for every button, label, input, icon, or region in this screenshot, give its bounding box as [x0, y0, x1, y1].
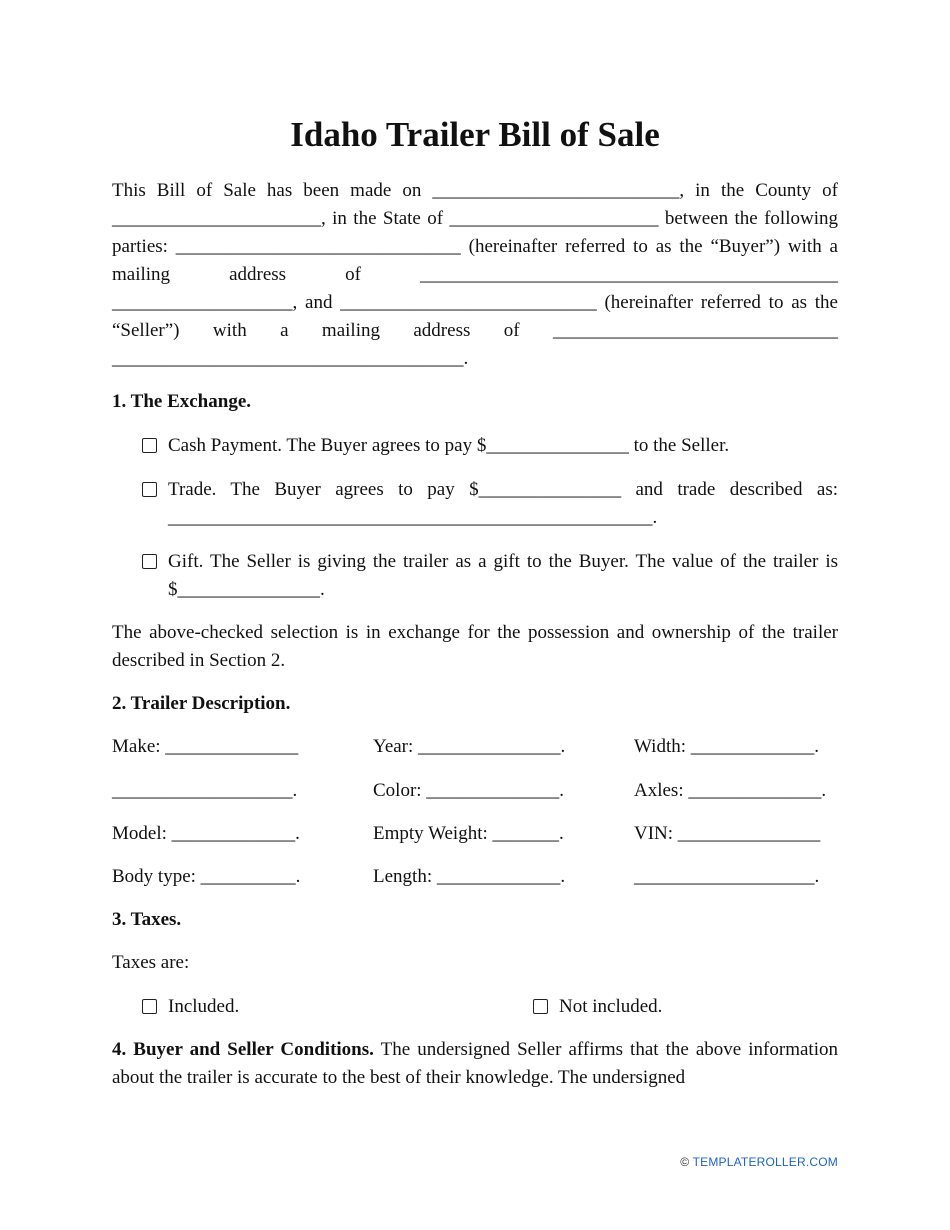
trade-checkbox[interactable] — [142, 482, 157, 497]
taxes-included-text: Included. — [168, 996, 240, 1017]
taxes-not-included-text: Not included. — [559, 996, 663, 1017]
section-3-heading: 3. Taxes. — [112, 909, 182, 930]
exchange-note: The above-checked selection is in exchange for the possession and ownership of the trailer described in Section 2. — [112, 622, 838, 671]
body-type-field[interactable]: Body type: __________. — [112, 866, 301, 887]
axles-field[interactable]: Axles: ______________. — [634, 780, 827, 801]
footer-brand[interactable] — [680, 1155, 838, 1169]
intro-paragraph: This Bill of Sale has been made on __________________________, in the County of ______________________, in the State of ______________________ between the following parties: ______________________________ (hereinafter referred to as the “Buyer”) with a mailing address of ____________________________________________ ___________________, and ___________________________ (hereinafter referred to as the “Seller”) with a mailing address of ______________________________ _____________________________________. — [112, 180, 838, 369]
empty-weight-field[interactable]: Empty Weight: _______. — [373, 823, 564, 844]
gift-text: Gift. The Seller is giving the trailer as a gift to the Buyer. The value of the trailer is $_______________. — [168, 551, 838, 600]
vin-field[interactable]: VIN: _______________ — [634, 823, 821, 844]
cash-payment-text: Cash Payment. The Buyer agrees to pay $_______________ to the Seller. — [168, 435, 730, 456]
make-continued-field[interactable]: ___________________. — [112, 780, 298, 801]
document-title: Idaho Trailer Bill of Sale — [290, 115, 660, 154]
taxes-included-checkbox[interactable] — [142, 999, 157, 1014]
cash-payment-checkbox[interactable] — [142, 438, 157, 453]
taxes-included-option[interactable] — [142, 993, 239, 1021]
section-2-heading: 2. Trailer Description. — [112, 693, 291, 714]
year-field[interactable]: Year: _______________. — [373, 736, 566, 757]
gift-option[interactable] — [142, 548, 838, 604]
section-4-text: The undersigned Seller affirms that the above information about the trailer is accurate to the best of their knowledge. The undersigned — [112, 1039, 838, 1088]
make-field[interactable]: Make: ______________ — [112, 736, 299, 757]
brand-link[interactable]: TEMPLATEROLLER.COM — [692, 1155, 838, 1169]
section-4-heading: 4. Buyer and Seller Conditions. — [112, 1039, 374, 1060]
length-field[interactable]: Length: _____________. — [373, 866, 566, 887]
vin-continued-field[interactable]: ___________________. — [634, 866, 820, 887]
trade-text: Trade. The Buyer agrees to pay $_______________ and trade described as: ___________________________________________________. — [168, 479, 838, 528]
taxes-not-included-option[interactable] — [533, 993, 662, 1021]
color-field[interactable]: Color: ______________. — [373, 780, 565, 801]
copyright-symbol: © — [680, 1155, 690, 1169]
gift-checkbox[interactable] — [142, 554, 157, 569]
width-field[interactable]: Width: _____________. — [634, 736, 820, 757]
taxes-not-included-checkbox[interactable] — [533, 999, 548, 1014]
cash-payment-option[interactable] — [142, 432, 838, 460]
section-1-heading: 1. The Exchange. — [112, 391, 252, 412]
taxes-label: Taxes are: — [112, 952, 190, 973]
section-4-paragraph — [112, 1036, 838, 1092]
trade-option[interactable] — [142, 476, 838, 532]
model-field[interactable]: Model: _____________. — [112, 823, 300, 844]
